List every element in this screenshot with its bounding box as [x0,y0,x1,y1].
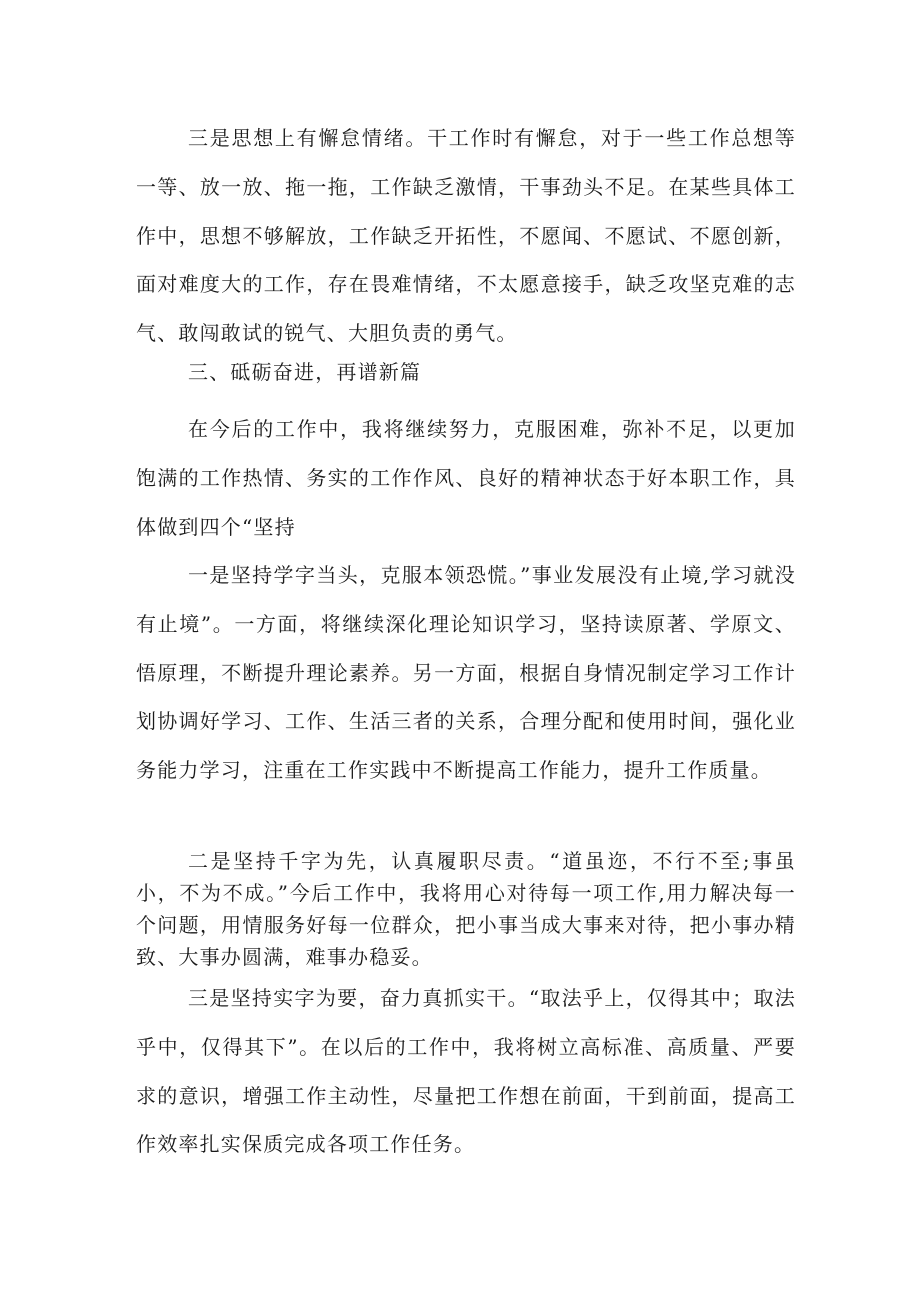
paragraph-future-work: 在今后的工作中，我将继续努力，克服困难，弥补不足，以更加饱满的工作热情、务实的工作作风、良好的精神状态于好本职工作，具体做到四个“坚持 [136,417,796,539]
paragraph-persist-practice: 三是坚持实字为要，奋力真抓实干。“取法乎上，仅得其中；取法乎中，仅得其下”。在以后的工作中，我将树立高标准、高质量、严要求的意识，增强工作主动性，尽量把工作想在前面，干到前面，提高工作效率扎实保质完成各项工作任务。 [136,986,796,1157]
section-heading: 三、砥砺奋进，再谱新篇 [188,360,422,384]
paragraph-persist-learning: 一是坚持学字当头，克服本领恐慌。”事业发展没有止境,学习就没有止境”。一方面，将继续深化理论知识学习，坚持读原著、学原文、悟原理，不断提升理论素养。另一方面，根据自身情况制定学习工作计划协调好学习、工作、生活三者的关系，合理分配和使用时间，强化业务能力学习，注重在工作实践中不断提高工作能力，提升工作质量。 [136,563,796,783]
paragraph-ideological-slackness: 三是思想上有懈怠情绪。干工作时有懈怠，对于一些工作总想等一等、放一放、拖一拖，工作缺乏激情，干事劲头不足。在某些具体工作中，思想不够解放，工作缺乏开拓性，不愿闻、不愿试、不愿创新，面对难度大的工作，存在畏难情绪，不太愿意接手，缺乏攻坚克难的志气、敢闯敢试的锐气、大胆负责的勇气。 [136,126,796,346]
paragraph-persist-action: 二是坚持千字为先，认真履职尽责。“道虽迩，不行不至;事虽小，不为不成。”今后工作中，我将用心对待每一项工作,用力解决每一个问题，用情服务好每一位群众，把小事当成大事来对待，把小事办精致、大事办圆满，难事办稳妥。 [136,849,796,969]
